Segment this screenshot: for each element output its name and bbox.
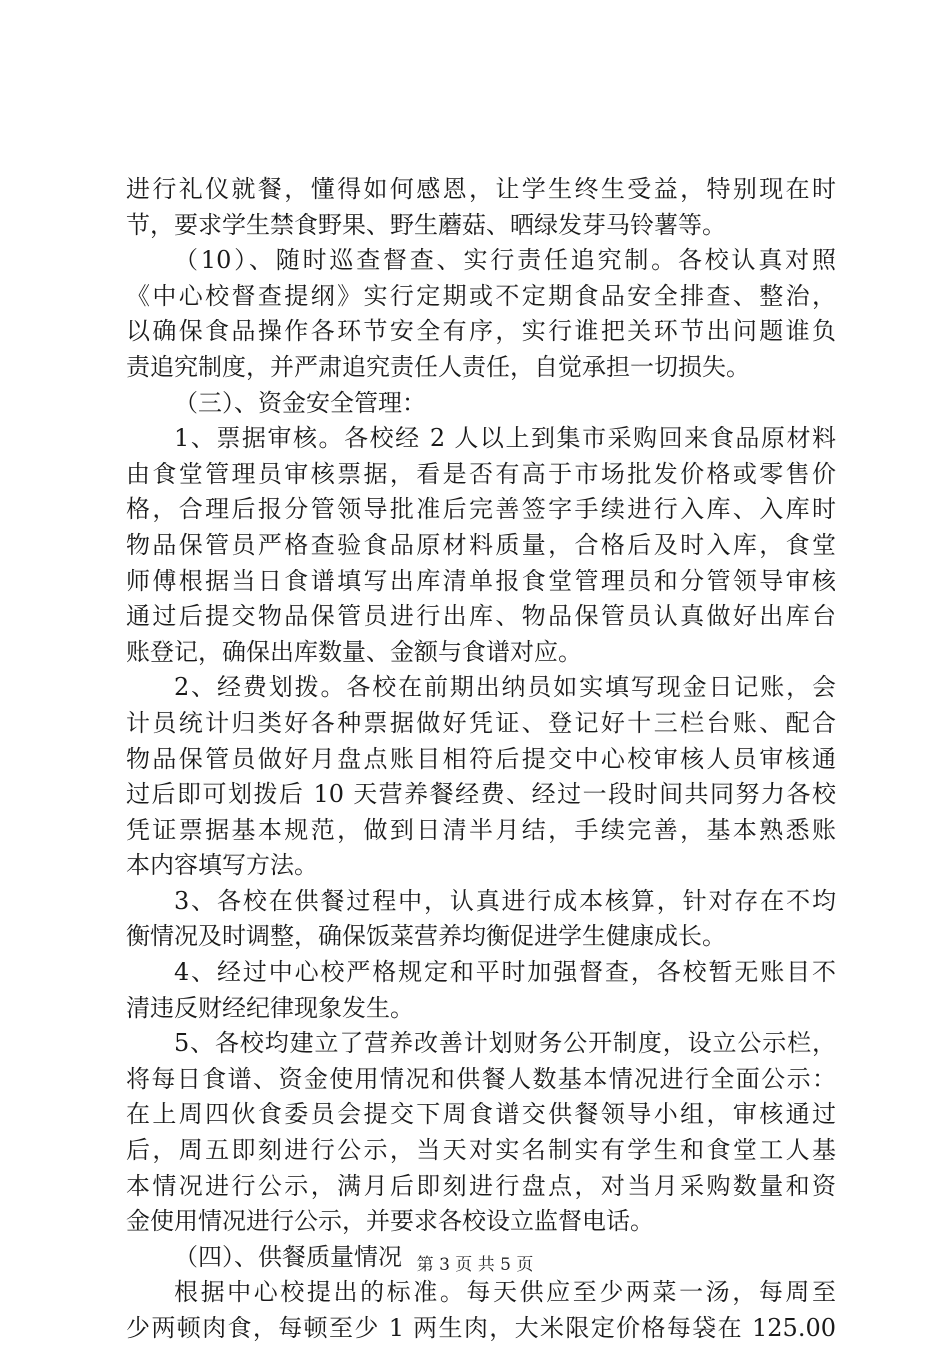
text-line: （10）、随时巡查督查、实行责任追究制。各校认真对照 xyxy=(174,246,836,275)
text-line: 以确保食品操作各环节安全有序，实行谁把关环节出问题谁负 xyxy=(126,317,836,346)
text-line: 计员统计归类好各种票据做好凭证、登记好十三栏台账、配合 xyxy=(126,708,836,737)
text-line: 后，周五即刻进行公示，当天对实名制实有学生和食堂工人基 xyxy=(126,1136,836,1165)
text-line: 过后即可划拨后 10 天营养餐经费、经过一段时间共同努力各校 xyxy=(126,780,836,809)
text-line: 根据中心校提出的标准。每天供应至少两菜一汤，每周至 xyxy=(174,1278,836,1307)
text-line: 师傅根据当日食谱填写出库清单报食堂管理员和分管领导审核 xyxy=(126,566,836,595)
text-line: 本情况进行公示，满月后即刻进行盘点，对当月采购数量和资 xyxy=(126,1171,836,1200)
text-line: 1、票据审核。各校经 2 人以上到集市采购回来食品原材料 xyxy=(174,424,836,453)
text-line: 物品保管员做好月盘点账目相符后提交中心校审核人员审核通 xyxy=(126,744,836,773)
page-footer: 第 3 页 共 5 页 xyxy=(416,1255,534,1275)
text-line: 2、经费划拨。各校在前期出纳员如实填写现金日记账，会 xyxy=(174,673,836,702)
text-line: 格，合理后报分管领导批准后完善签字手续进行入库、入库时 xyxy=(126,495,836,524)
text-line: 凭证票据基本规范，做到日清半月结，手续完善，基本熟悉账 xyxy=(126,815,836,844)
text-line: 清违反财经纪律现象发生。 xyxy=(126,993,414,1022)
text-line: 由食堂管理员审核票据，看是否有高于市场批发价格或零售价 xyxy=(126,459,836,488)
text-line: 将每日食谱、资金使用情况和供餐人数基本情况进行全面公示： xyxy=(126,1064,836,1093)
text-line: 4、经过中心校严格规定和平时加强督查，各校暂无账目不 xyxy=(174,958,836,987)
text-line: 少两顿肉食，每顿至少 1 两生肉，大米限定价格每袋在 125.00 xyxy=(126,1314,836,1342)
body-text xyxy=(126,172,836,1347)
text-line: 3、各校在供餐过程中，认真进行成本核算，针对存在不均 xyxy=(174,886,836,915)
text-line: 物品保管员严格查验食品原材料质量，合格后及时入库，食堂 xyxy=(126,530,836,559)
text-line: 《中心校督查提纲》实行定期或不定期食品安全排查、整治， xyxy=(126,281,836,310)
text-line: 5、各校均建立了营养改善计划财务公开制度，设立公示栏， xyxy=(174,1029,836,1058)
text-line: 衡情况及时调整，确保饭菜营养均衡促进学生健康成长。 xyxy=(126,922,726,951)
section-heading: （三）、资金安全管理： xyxy=(174,388,426,417)
text-line: 节，要求学生禁食野果、野生蘑菇、晒绿发芽马铃薯等。 xyxy=(126,210,726,239)
section-heading: （四）、供餐质量情况 xyxy=(174,1242,402,1271)
text-line: 责追究制度，并严肃追究责任人责任，自觉承担一切损失。 xyxy=(126,352,750,381)
text-line: 金使用情况进行公示，并要求各校设立监督电话。 xyxy=(126,1207,654,1236)
text-line: 在上周四伙食委员会提交下周食谱交供餐领导小组，审核通过 xyxy=(126,1100,836,1129)
text-line: 本内容填写方法。 xyxy=(126,851,318,880)
text-line: 账登记，确保出库数量、金额与食谱对应。 xyxy=(126,637,582,666)
text-line: 通过后提交物品保管员进行出库、物品保管员认真做好出库台 xyxy=(126,602,836,631)
text-line: 进行礼仪就餐，懂得如何感恩，让学生终生受益，特别现在时 xyxy=(126,175,836,203)
